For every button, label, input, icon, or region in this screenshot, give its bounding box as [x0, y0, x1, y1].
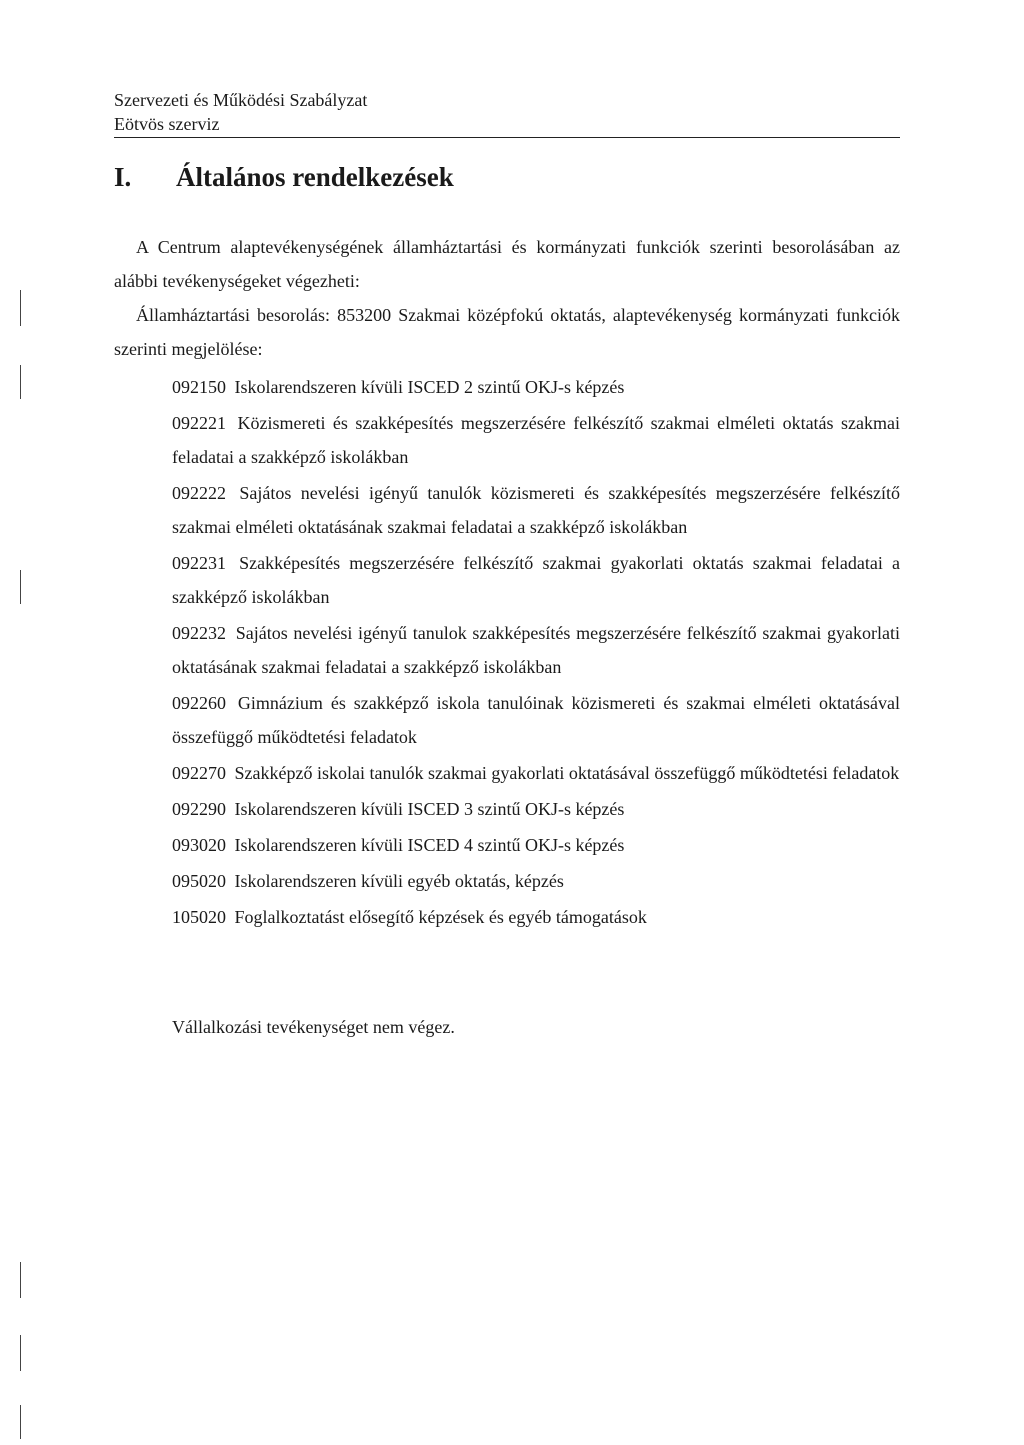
function-code-item — [172, 828, 900, 862]
function-code-item — [172, 900, 900, 934]
section-number: I. — [114, 162, 132, 192]
function-code-item — [172, 686, 900, 754]
function-code: 093020 — [172, 835, 226, 855]
function-code-item — [172, 546, 900, 614]
function-description: Sajátos nevelési igényű tanulók közismereti és szakképesítés megszerzésére felkészítő szakmai elméleti oktatásának szakmai feladatai a szakképző iskolákban — [172, 483, 900, 537]
function-code: 092260 — [172, 693, 226, 713]
function-code-item — [172, 792, 900, 826]
classification-paragraph: Államháztartási besorolás: 853200 Szakmai középfokú oktatás, alaptevékenység kormányzati funkciók szerinti megjelölése: — [114, 305, 900, 359]
function-description: Iskolarendszeren kívüli ISCED 4 szintű OKJ-s képzés — [234, 835, 625, 855]
section-title: Általános rendelkezések — [176, 162, 454, 192]
function-description: Iskolarendszeren kívüli egyéb oktatás, képzés — [234, 871, 564, 891]
scan-margin-mark — [20, 290, 21, 326]
function-code-item — [172, 616, 900, 684]
header-title: Szervezeti és Működési Szabályzat — [114, 90, 368, 110]
scan-margin-mark — [20, 1262, 21, 1298]
scan-margin-mark — [20, 1405, 21, 1439]
function-code: 095020 — [172, 871, 226, 891]
intro-block — [114, 230, 900, 366]
function-code-item — [172, 476, 900, 544]
intro-paragraph: A Centrum alaptevékenységének államháztartási és kormányzati funkciók szerinti besorolásában az alábbi tevékenységeket végezheti: — [114, 237, 900, 291]
function-description: Szakképesítés megszerzésére felkészítő szakmai gyakorlati oktatás szakmai feladatai a szakképző iskolákban — [172, 553, 901, 607]
scan-margin-mark — [20, 570, 21, 604]
function-code-item — [172, 864, 900, 898]
header-subtitle: Eötvös szerviz — [114, 114, 220, 134]
function-description: Iskolarendszeren kívüli ISCED 2 szintű OKJ-s képzés — [234, 377, 625, 397]
function-code-list — [172, 370, 900, 936]
function-description: Foglalkoztatást elősegítő képzések és egyéb támogatások — [234, 907, 647, 927]
function-code: 092270 — [172, 763, 226, 783]
function-code: 092232 — [172, 623, 226, 643]
document-header — [114, 88, 900, 136]
function-description: Szakképző iskolai tanulók szakmai gyakorlati oktatásával összefüggő működtetési feladatok — [234, 763, 900, 783]
function-code-item — [172, 370, 900, 404]
function-code: 092231 — [172, 553, 226, 573]
function-code: 105020 — [172, 907, 226, 927]
function-code: 092290 — [172, 799, 226, 819]
closing-statement: Vállalkozási tevékenységet nem végez. — [172, 1017, 455, 1037]
function-code: 092221 — [172, 413, 226, 433]
function-description: Sajátos nevelési igényű tanulok szakképesítés megszerzésére felkészítő szakmai gyakorlati oktatásának szakmai feladatai a szakképző iskolákban — [172, 623, 901, 677]
scan-margin-mark — [20, 365, 21, 399]
scan-margin-mark — [20, 1335, 21, 1371]
header-divider — [114, 137, 900, 138]
function-code: 092150 — [172, 377, 226, 397]
function-description: Közismereti és szakképesítés megszerzésére felkészítő szakmai elméleti oktatás szakmai feladatai a szakképző iskolákban — [172, 413, 901, 467]
function-description: Iskolarendszeren kívüli ISCED 3 szintű OKJ-s képzés — [234, 799, 625, 819]
section-heading — [114, 160, 454, 194]
function-description: Gimnázium és szakképző iskola tanulóinak közismereti és szakmai elméleti oktatásával összefüggő működtetési feladatok — [172, 693, 900, 747]
function-code: 092222 — [172, 483, 226, 503]
function-code-item — [172, 756, 900, 790]
function-code-item — [172, 406, 900, 474]
